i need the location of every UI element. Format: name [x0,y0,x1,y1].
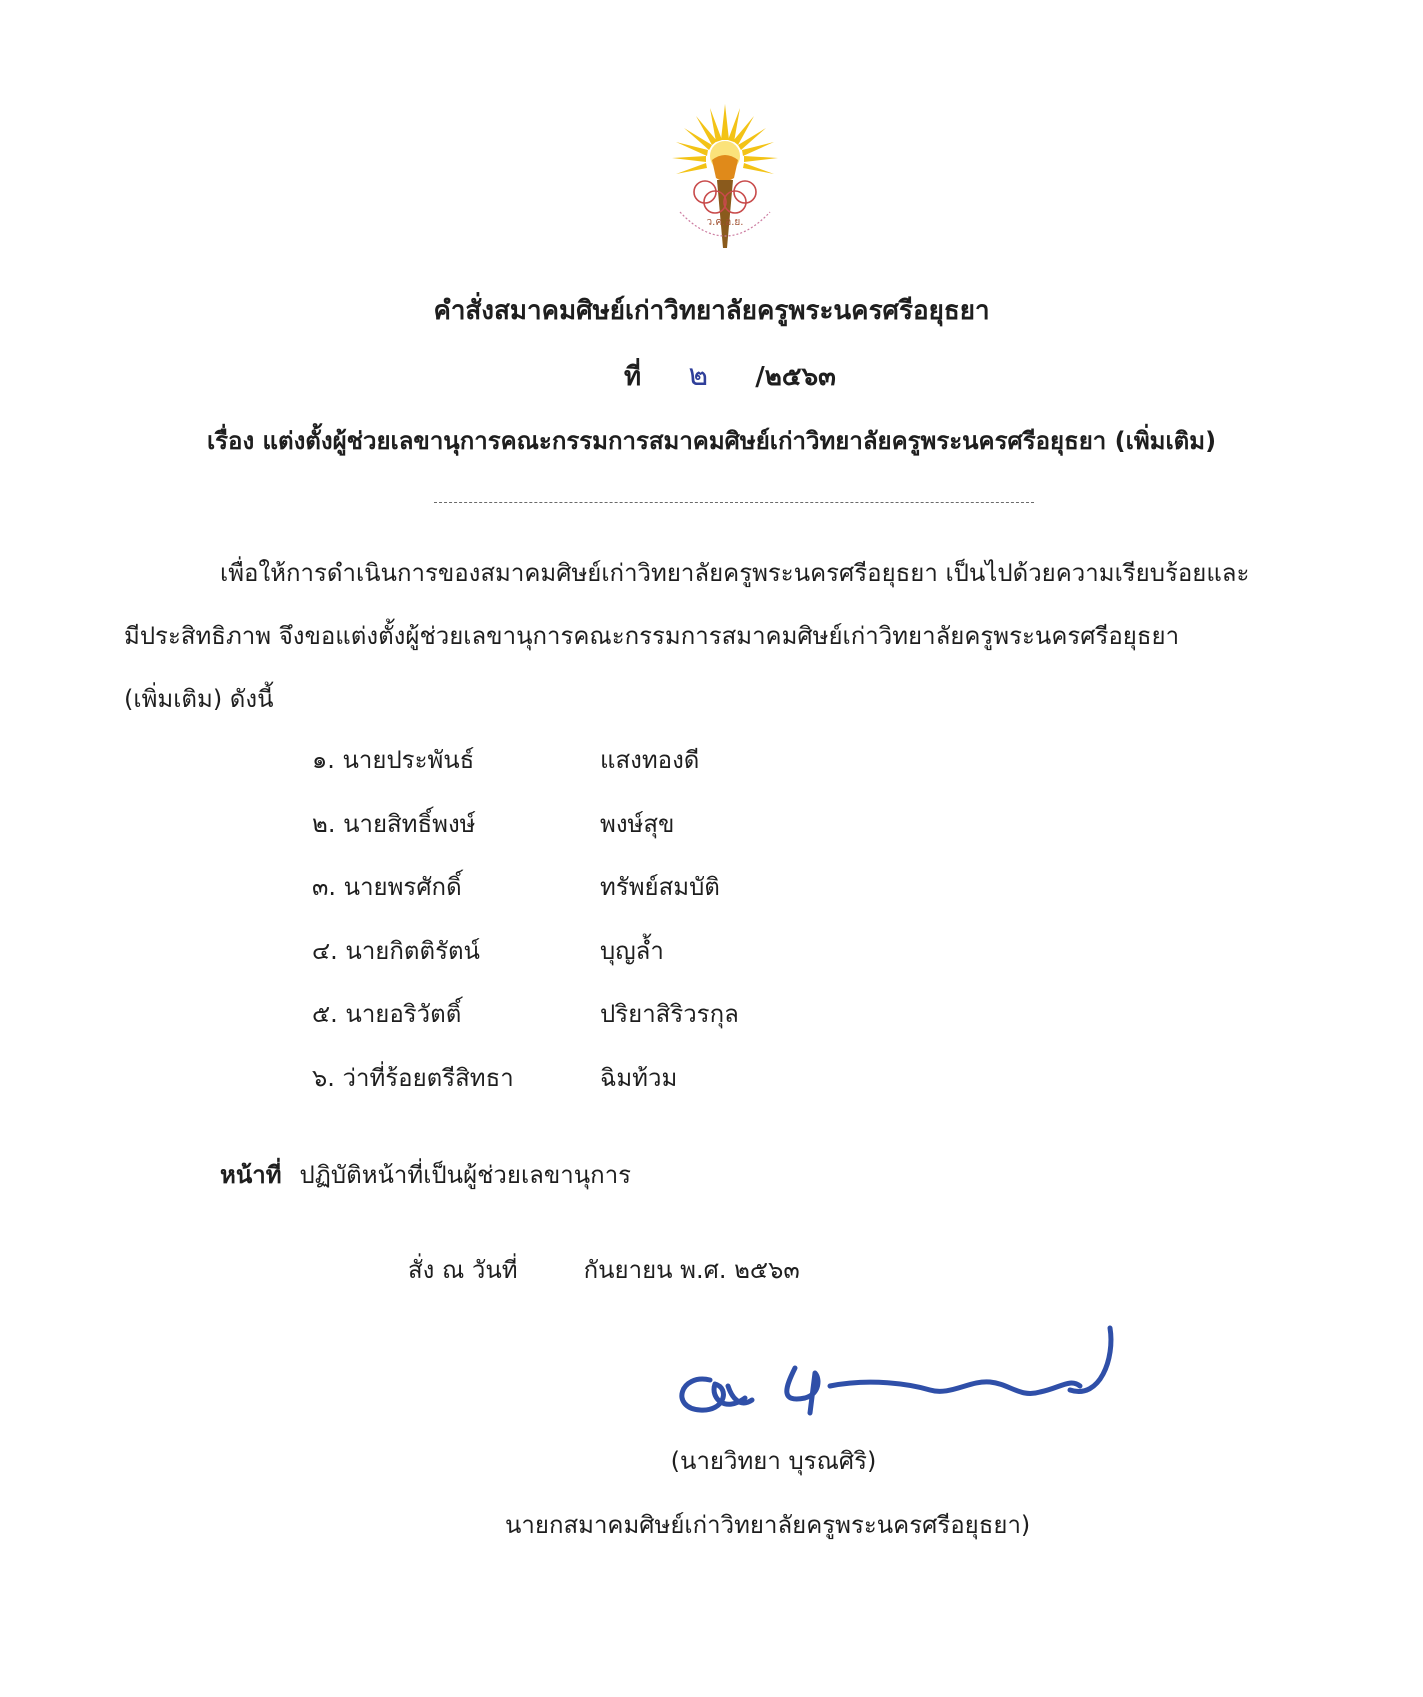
number-prefix: ที่ [624,362,642,392]
body-line-2: มีประสิทธิภาพ จึงขอแต่งตั้งผู้ช่วยเลขานุการคณะกรรมการสมาคมศิษย์เก่าวิทยาลัยครูพระนครศรีอยุธยา [124,622,1180,650]
appointee-surname: ปริยาสิริวรกุล [600,1000,739,1028]
divider-line [434,502,1034,503]
body-line-3: (เพิ่มเติม) ดังนี้ [124,685,274,713]
order-date-label: สั่ง ณ วันที่ [408,1256,518,1284]
signer-title: นายกสมาคมศิษย์เก่าวิทยาลัยครูพระนครศรีอยุธยา) [505,1511,1031,1539]
appointee-name: ๖. ว่าที่ร้อยตรีสิทธา [312,1063,514,1092]
appointee-name: ๓. นายพรศักดิ์ [312,873,462,901]
duty-line [220,1155,631,1194]
appointee-surname: บุญล้ำ [600,936,664,965]
appointee-name: ๕. นายอริวัตติ์ [312,1000,462,1028]
appointee-name: ๑. นายประพันธ์ [312,746,475,774]
document-subject: เรื่อง แต่งตั้งผู้ช่วยเลขานุการคณะกรรมการสมาคมศิษย์เก่าวิทยาลัยครูพระนครศรีอยุธยา (เพิ่มเติม) [206,427,1217,455]
number-suffix: /๒๕๖๓ [755,362,836,392]
association-logo [660,100,790,270]
logo-text: ว.ค.อ.ย. [706,217,744,228]
duty-text: ปฏิบัติหน้าที่เป็นผู้ช่วยเลขานุการ [299,1161,632,1189]
appointee-surname: ทรัพย์สมบัติ [600,873,720,901]
document-title: คำสั่งสมาคมศิษย์เก่าวิทยาลัยครูพระนครศรีอยุธยา [433,296,990,326]
number-handwritten: ๒ [688,358,709,393]
body-line-1: เพื่อให้การดำเนินการของสมาคมศิษย์เก่าวิทยาลัยครูพระนครศรีอยุธยา เป็นไปด้วยความเรียบร้อยและ [220,559,1250,587]
appointee-name: ๔. นายกิตติรัตน์ [312,936,480,965]
order-date-value: กันยายน พ.ศ. ๒๕๖๓ [583,1256,800,1284]
duty-label: หน้าที่ [220,1161,282,1189]
torch-emblem-icon [660,100,790,270]
handwritten-signature [670,1318,1150,1428]
appointee-surname: พงษ์สุข [600,809,675,838]
signer-name: (นายวิทยา บุรณศิริ) [670,1447,877,1475]
appointee-surname: ฉิมท้วม [600,1063,678,1092]
order-date-line [408,1250,800,1289]
document-number [624,352,836,399]
appointee-name: ๒. นายสิทธิ์พงษ์ [312,809,476,838]
appointee-surname: แสงทองดี [600,746,700,774]
